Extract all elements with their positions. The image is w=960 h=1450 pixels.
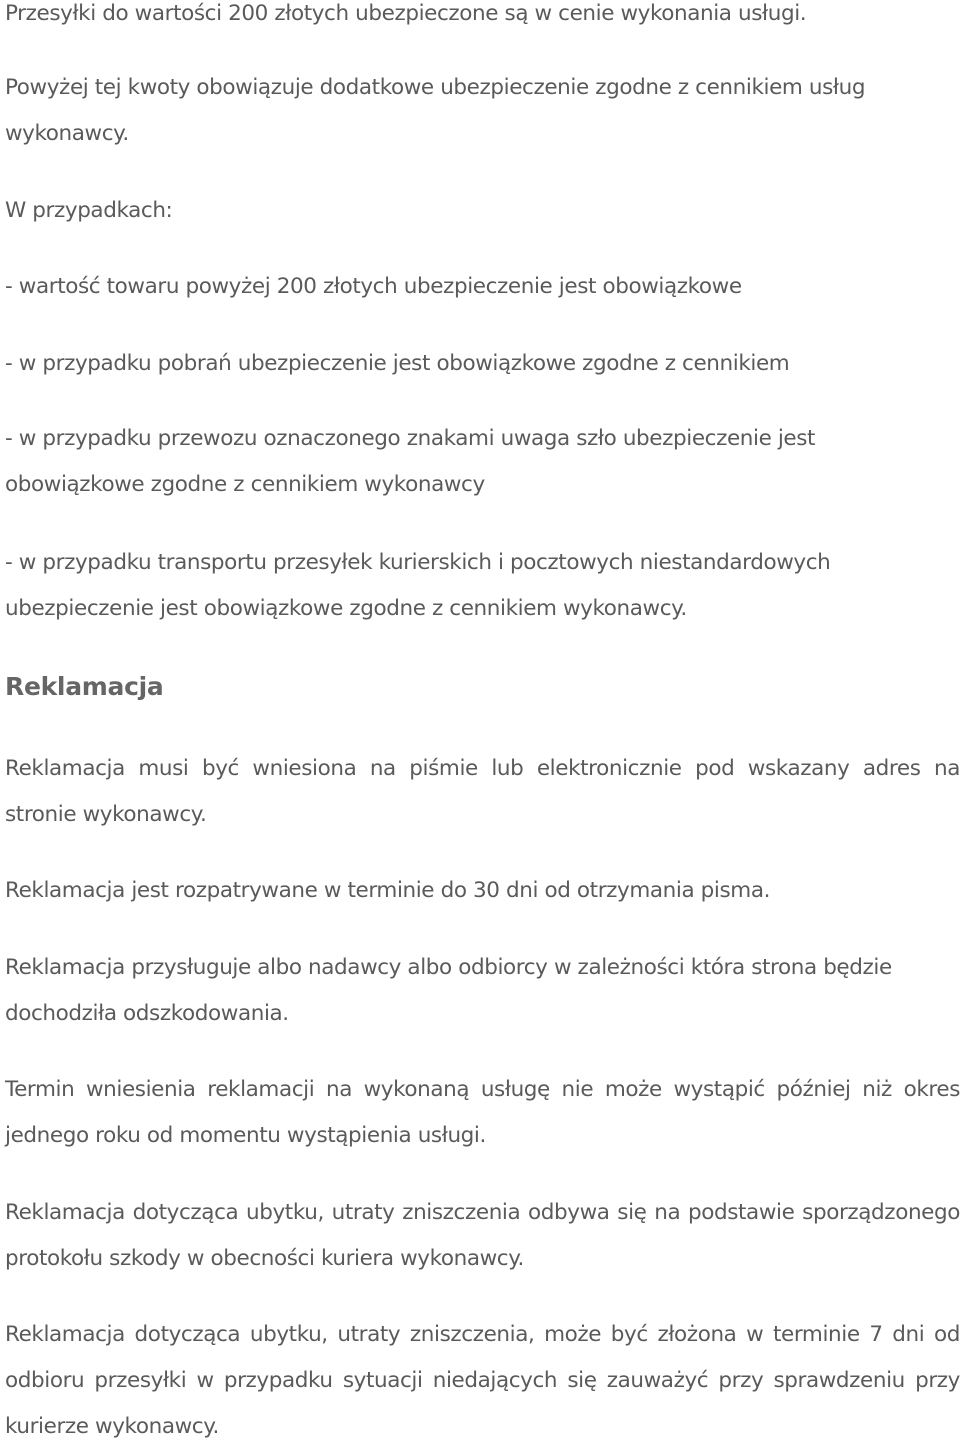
complaint-paragraph-2: Reklamacja jest rozpatrywane w terminie do 30 dni od otrzymania pisma. — [5, 878, 771, 903]
insurance-paragraph-2: Powyżej tej kwoty obowiązuje dodatkowe ubezpieczenie zgodne z cennikiem usług wykonawcy. — [5, 75, 866, 146]
complaint-paragraph-6: Reklamacja dotycząca ubytku, utraty zniszczenia, może być złożona w terminie 7 dni od odbioru przesyłki w przypadku sytuacji niedających się zauważyć przy sprawdzeniu przy kurierze wykonawcy. — [5, 1322, 960, 1439]
complaint-paragraph-5: Reklamacja dotycząca ubytku, utraty zniszczenia odbywa się na podstawie sporządzonego protokołu szkody w obecności kuriera wykonawcy. — [5, 1200, 960, 1271]
complaint-heading: Reklamacja — [5, 672, 164, 701]
insurance-item-2: - w przypadku pobrań ubezpieczenie jest obowiązkowe zgodne z cennikiem — [5, 351, 790, 376]
complaint-paragraph-4: Termin wniesienia reklamacji na wykonaną usługę nie może wystąpić później niż okres jednego roku od momentu wystąpienia usługi. — [5, 1077, 960, 1148]
insurance-item-4: - w przypadku transportu przesyłek kurierskich i pocztowych niestandardowych ubezpieczenie jest obowiązkowe zgodne z cennikiem wykonawcy. — [5, 550, 831, 621]
insurance-item-1: - wartość towaru powyżej 200 złotych ubezpieczenie jest obowiązkowe — [5, 274, 742, 299]
complaint-paragraph-3: Reklamacja przysługuje albo nadawcy albo odbiorcy w zależności która strona będzie dochodziła odszkodowania. — [5, 955, 892, 1026]
insurance-paragraph-3: W przypadkach: — [5, 198, 173, 223]
insurance-paragraph-1: Przesyłki do wartości 200 złotych ubezpieczone są w cenie wykonania usługi. — [5, 1, 807, 26]
complaint-paragraph-1: Reklamacja musi być wniesiona na piśmie lub elektronicznie pod wskazany adres na stronie wykonawcy. — [5, 756, 960, 827]
insurance-item-3: - w przypadku przewozu oznaczonego znakami uwaga szło ubezpieczenie jest obowiązkowe zgodne z cennikiem wykonawcy — [5, 426, 816, 497]
